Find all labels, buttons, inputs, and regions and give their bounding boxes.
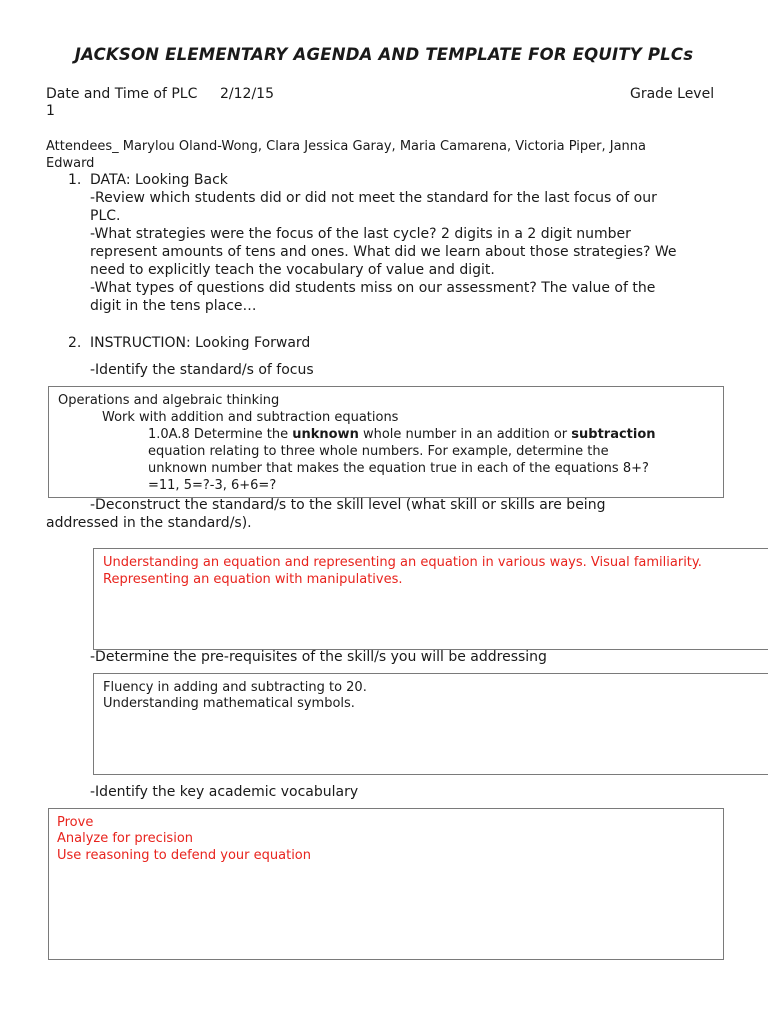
standard-cluster: Work with addition and subtraction equations xyxy=(102,410,399,425)
standard-box xyxy=(48,386,724,498)
deconstruct-prompt-line-2: addressed in the standard/s). xyxy=(46,515,252,531)
grade-level-label: Grade Level xyxy=(630,86,715,102)
section-2-number: 2. xyxy=(68,335,82,351)
standard-code-text: 1.0A.8 Determine the xyxy=(148,427,293,442)
standard-text-line-3: unknown number that makes the equation true in each of the equations 8+? xyxy=(148,461,649,476)
attendees-line-1: Attendees_ Marylou Oland-Wong, Clara Jessica Garay, Maria Camarena, Victoria Piper, Janna xyxy=(46,139,646,154)
vocab-item-3: Use reasoning to defend your equation xyxy=(57,848,311,863)
identify-standard-prompt: -Identify the standard/s of focus xyxy=(90,362,314,378)
deconstruct-prompt-line-1: -Deconstruct the standard/s to the skill level (what skill or skills are being xyxy=(90,497,606,513)
section-1-line: -Review which students did or did not meet the standard for the last focus of our xyxy=(90,190,657,206)
vocab-box[interactable] xyxy=(48,808,724,960)
section-1-line: PLC. xyxy=(90,208,121,224)
prereq-box[interactable] xyxy=(93,673,768,775)
section-1-line: -What types of questions did students miss on our assessment? The value of the xyxy=(90,280,656,296)
section-1-line: represent amounts of tens and ones. What did we learn about those strategies? We xyxy=(90,244,677,260)
section-1-line: need to explicitly teach the vocabulary of value and digit. xyxy=(90,262,495,278)
skill-text-line-2: Representing an equation with manipulatives. xyxy=(103,572,403,587)
skill-text-line-1: Understanding an equation and representing an equation in various ways. Visual familiarity. xyxy=(103,555,702,570)
skill-box[interactable] xyxy=(93,548,768,650)
section-1-line: digit in the tens place… xyxy=(90,298,257,314)
section-1-line: -What strategies were the focus of the last cycle? 2 digits in a 2 digit number xyxy=(90,226,631,242)
standard-mid-text: whole number in an addition or xyxy=(358,427,572,442)
prereq-prompt: -Determine the pre-requisites of the skill/s you will be addressing xyxy=(90,649,547,665)
standard-domain: Operations and algebraic thinking xyxy=(58,393,280,408)
attendees-line-2: Edward xyxy=(46,156,95,171)
standard-text-line-4: =11, 5=?-3, 6+6=? xyxy=(148,478,277,493)
section-2-heading: INSTRUCTION: Looking Forward xyxy=(90,335,311,351)
date-time-label: Date and Time of PLC xyxy=(46,86,198,102)
date-time-value: 2/12/15 xyxy=(220,86,274,102)
vocab-item-2: Analyze for precision xyxy=(57,831,194,846)
grade-level-value: 1 xyxy=(46,103,55,119)
document-title: JACKSON ELEMENTARY AGENDA AND TEMPLATE FOR EQUITY PLCs xyxy=(74,45,694,64)
standard-text-line-2: equation relating to three whole numbers. For example, determine the xyxy=(148,444,609,459)
vocab-prompt: -Identify the key academic vocabulary xyxy=(90,784,359,800)
prereq-text-line-2: Understanding mathematical symbols. xyxy=(103,696,355,711)
vocab-item-1: Prove xyxy=(57,815,94,830)
section-1-heading: DATA: Looking Back xyxy=(90,172,228,188)
standard-text-line-1 xyxy=(148,426,656,443)
prereq-text-line-1: Fluency in adding and subtracting to 20. xyxy=(103,680,367,695)
bold-subtraction: subtraction xyxy=(571,427,656,442)
bold-unknown: unknown xyxy=(292,427,359,442)
section-1-number: 1. xyxy=(68,172,82,188)
